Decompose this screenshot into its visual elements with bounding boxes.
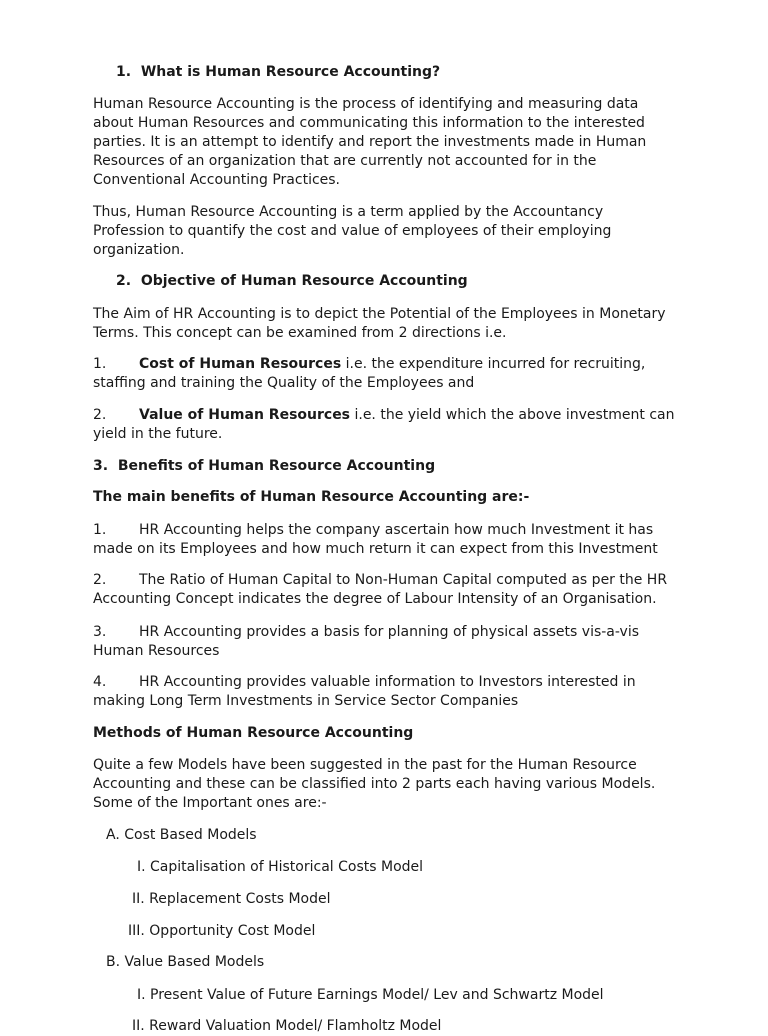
item-text: The Ratio of Human Capital to Non-Human Capital computed as per the HR bbox=[139, 572, 668, 588]
heading-methods: Methods of Human Resource Accounting bbox=[93, 725, 414, 741]
item-bold-term: Value of Human Resources bbox=[139, 407, 351, 423]
objective-item-cost bbox=[93, 355, 645, 374]
benefit-item bbox=[93, 623, 639, 642]
item-number: 1. bbox=[93, 356, 107, 372]
heading-benefits bbox=[93, 457, 435, 476]
item-text: i.e. the yield which the above investment can bbox=[350, 407, 675, 423]
item-bold-term: Cost of Human Resources bbox=[139, 356, 342, 372]
paragraph-line: parties. It is an attempt to identify and report the investments made in Human bbox=[93, 134, 647, 150]
paragraph-line: Some of the Important ones are:- bbox=[93, 795, 327, 811]
item-number: 3. bbox=[93, 624, 107, 640]
cost-model-item: I. Capitalisation of Historical Costs Model bbox=[137, 859, 424, 875]
benefit-item bbox=[93, 521, 653, 540]
benefit-item bbox=[93, 673, 636, 692]
paragraph-line: Thus, Human Resource Accounting is a term applied by the Accountancy bbox=[93, 204, 604, 220]
benefits-intro: The main benefits of Human Resource Accounting are:- bbox=[93, 489, 530, 505]
cost-model-item: II. Replacement Costs Model bbox=[132, 891, 331, 907]
heading-text: What is Human Resource Accounting? bbox=[140, 64, 441, 80]
item-text: i.e. the expenditure incurred for recruiting, bbox=[341, 356, 646, 372]
item-text: HR Accounting provides valuable information to Investors interested in bbox=[139, 674, 636, 690]
paragraph-line: organization. bbox=[93, 242, 185, 258]
paragraph-line: about Human Resources and communicating this information to the interested bbox=[93, 115, 645, 131]
item-number: 4. bbox=[93, 674, 107, 690]
item-number: 2. bbox=[93, 572, 107, 588]
paragraph-line: Terms. This concept can be examined from 2 directions i.e. bbox=[93, 325, 507, 341]
heading-number: 3. bbox=[93, 458, 109, 474]
paragraph-line: Profession to quantify the cost and value of employees of their employing bbox=[93, 223, 612, 239]
objective-item-value bbox=[93, 406, 674, 425]
heading-text: Benefits of Human Resource Accounting bbox=[117, 458, 436, 474]
value-model-item: II. Reward Valuation Model/ Flamholtz Model bbox=[132, 1018, 442, 1034]
heading-number: 2. bbox=[116, 273, 132, 289]
cost-model-item: III. Opportunity Cost Model bbox=[128, 923, 316, 939]
benefit-item-line2: making Long Term Investments in Service Sector Companies bbox=[93, 693, 519, 709]
benefit-item-line2: Human Resources bbox=[93, 643, 220, 659]
value-model-item: I. Present Value of Future Earnings Model/ Lev and Schwartz Model bbox=[137, 987, 604, 1003]
paragraph-line: Human Resource Accounting is the process of identifying and measuring data bbox=[93, 96, 639, 112]
paragraph-line: Resources of an organization that are currently not accounted for in the bbox=[93, 153, 597, 169]
paragraph-line: Conventional Accounting Practices. bbox=[93, 172, 341, 188]
list-a-cost-based-models: A. Cost Based Models bbox=[106, 827, 257, 843]
item-text: HR Accounting provides a basis for planning of physical assets vis-a-vis bbox=[139, 624, 640, 640]
benefit-item bbox=[93, 571, 667, 590]
paragraph-line: Quite a few Models have been suggested in the past for the Human Resource bbox=[93, 757, 637, 773]
item-number: 1. bbox=[93, 522, 107, 538]
heading-number: 1. bbox=[116, 64, 132, 80]
list-b-value-based-models: B. Value Based Models bbox=[106, 954, 265, 970]
heading-what-is-hra bbox=[116, 63, 440, 82]
heading-text: Objective of Human Resource Accounting bbox=[140, 273, 468, 289]
objective-item-cost-line2: staffing and training the Quality of the Employees and bbox=[93, 375, 475, 391]
objective-item-value-line2: yield in the future. bbox=[93, 426, 223, 442]
heading-objective bbox=[116, 272, 468, 291]
benefit-item-line2: Accounting Concept indicates the degree of Labour Intensity of an Organisation. bbox=[93, 591, 657, 607]
paragraph-line: Accounting and these can be classified into 2 parts each having various Models. bbox=[93, 776, 656, 792]
item-text: HR Accounting helps the company ascertain how much Investment it has bbox=[139, 522, 654, 538]
benefit-item-line2: made on its Employees and how much return it can expect from this Investment bbox=[93, 541, 658, 557]
paragraph-line: The Aim of HR Accounting is to depict the Potential of the Employees in Monetary bbox=[93, 306, 666, 322]
item-number: 2. bbox=[93, 407, 107, 423]
